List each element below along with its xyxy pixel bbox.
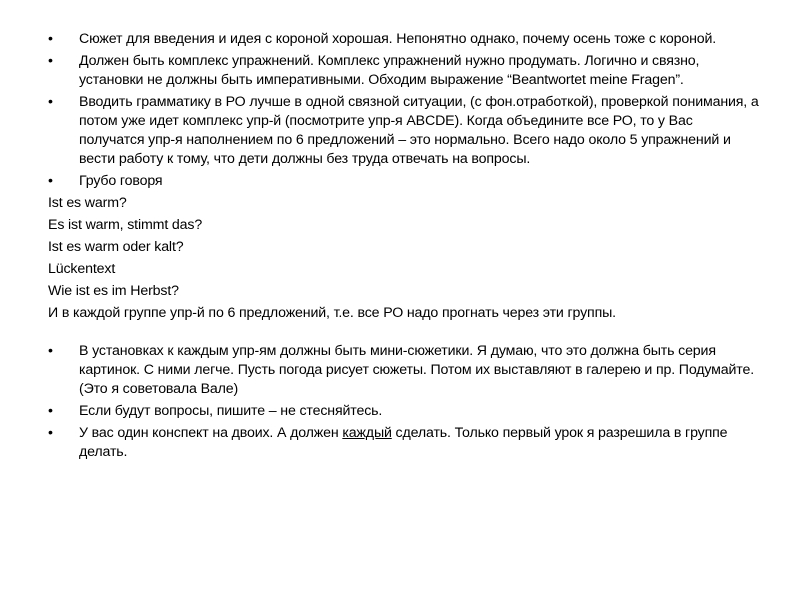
bullet-item <box>48 52 760 90</box>
bullet-item <box>48 402 760 421</box>
bullet-text: Сюжет для введения и идея с короной хорошая. Непонятно однако, почему осень тоже с короной. <box>79 31 717 47</box>
underlined-word: каждый <box>342 425 392 441</box>
bullet-marker: • <box>48 425 53 441</box>
paragraph-gap <box>48 326 760 342</box>
plain-line: Wie ist es im Herbst? <box>48 283 179 299</box>
bullet-marker: • <box>48 53 53 69</box>
bullet-text <box>79 425 727 460</box>
bullet-text: Должен быть комплекс упражнений. Комплекс упражнений нужно продумать. Логично и связно, установки не должны быть императивными. Обходим выражение “Beantwortet meine Fragen”. <box>79 53 700 88</box>
bullet-marker: • <box>48 173 53 189</box>
plain-line: Es ist warm, stimmt das? <box>48 217 203 233</box>
bullet-item <box>48 342 760 399</box>
bullet-marker: • <box>48 94 53 110</box>
bullet-marker: • <box>48 31 53 47</box>
bullet-text: В установках к каждым упр-ям должны быть мини-сюжетики. Я думаю, что это должна быть серия картинок. С ними легче. Пусть погода рисует сюжеты. Потом их выставляют в галерею и пр. Подумайте. (Это я советовала Вале) <box>79 343 755 397</box>
slide-content <box>48 30 760 465</box>
bullet-text: Вводить грамматику в РО лучше в одной связной ситуации, (с фон.отработкой), проверкой понимания, а потом уже идет комплекс упр-й (посмотрите упр-я ABCDE). Когда объедините все РО, то у Вас получатся упр-я наполнением по 6 предложений – это нормально. Всего надо около 5 упражнений и вести работу к тому, что дети должны без труда отвечать на вопросы. <box>79 94 759 167</box>
bullet-item <box>48 172 760 191</box>
bullet-marker: • <box>48 403 53 419</box>
bullet-text: Грубо говоря <box>79 173 163 189</box>
text-run: сделать. Только первый урок я разрешила в группе делать. <box>79 425 728 460</box>
bullet-marker: • <box>48 343 53 359</box>
bullet-item <box>48 30 760 49</box>
bullet-item <box>48 93 760 169</box>
plain-line: Lückentext <box>48 261 116 277</box>
plain-line: И в каждой группе упр-й по 6 предложений, т.е. все РО надо прогнать через эти группы. <box>48 305 616 321</box>
text-run: У вас один конспект на двоих. А должен <box>79 425 343 441</box>
bullet-text: Если будут вопросы, пишите – не стесняйтесь. <box>79 403 383 419</box>
plain-line: Ist es warm? <box>48 195 127 211</box>
bullet-item <box>48 424 760 462</box>
plain-line: Ist es warm oder kalt? <box>48 239 184 255</box>
